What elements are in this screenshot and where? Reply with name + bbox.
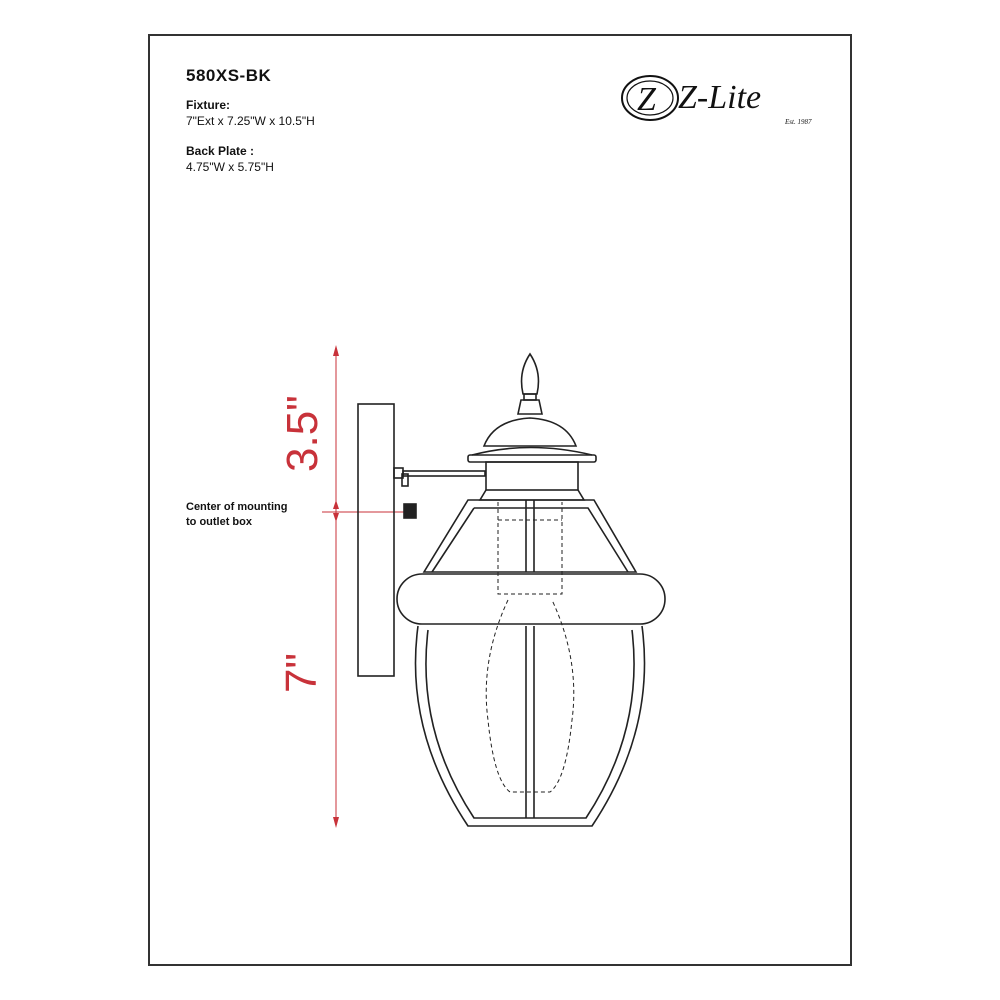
lantern-collar-flare <box>480 490 584 500</box>
mounting-arm <box>403 471 485 476</box>
lantern-cap-rim <box>468 455 596 462</box>
dimension-lower-label: 7" <box>277 652 326 694</box>
mounting-screw <box>404 504 416 518</box>
lantern-top <box>468 354 596 500</box>
finial-stem <box>518 400 542 414</box>
logo-brand-name: Z-Lite <box>678 79 762 116</box>
mounting-note-line1: Center of mounting <box>186 501 288 513</box>
back-plate-dimensions: 4.75"W x 5.75"H <box>186 160 274 174</box>
finial <box>522 354 539 394</box>
back-plate <box>358 404 394 676</box>
lantern-cap-dome <box>484 418 576 446</box>
upper-cage <box>424 500 636 572</box>
lantern-collar <box>486 462 578 490</box>
fixture-dimensions: 7"Ext x 7.25"W x 10.5"H <box>186 114 315 128</box>
bulb-outline <box>486 502 574 792</box>
back-plate-label: Back Plate : <box>186 144 255 158</box>
dimension-line <box>322 345 410 828</box>
fixture-label: Fixture: <box>186 98 231 112</box>
lantern-cap-brim <box>472 448 592 456</box>
mounting-note-line2: to outlet box <box>186 516 252 528</box>
finial-base <box>524 394 536 400</box>
logo-tagline: Est. 1987 <box>785 118 812 126</box>
dimension-upper-label: 3.5" <box>278 395 327 472</box>
model-number: 580XS-BK <box>186 66 272 85</box>
lantern-band <box>397 574 665 624</box>
logo-monogram: Z <box>637 81 656 118</box>
lower-cage <box>415 626 644 826</box>
